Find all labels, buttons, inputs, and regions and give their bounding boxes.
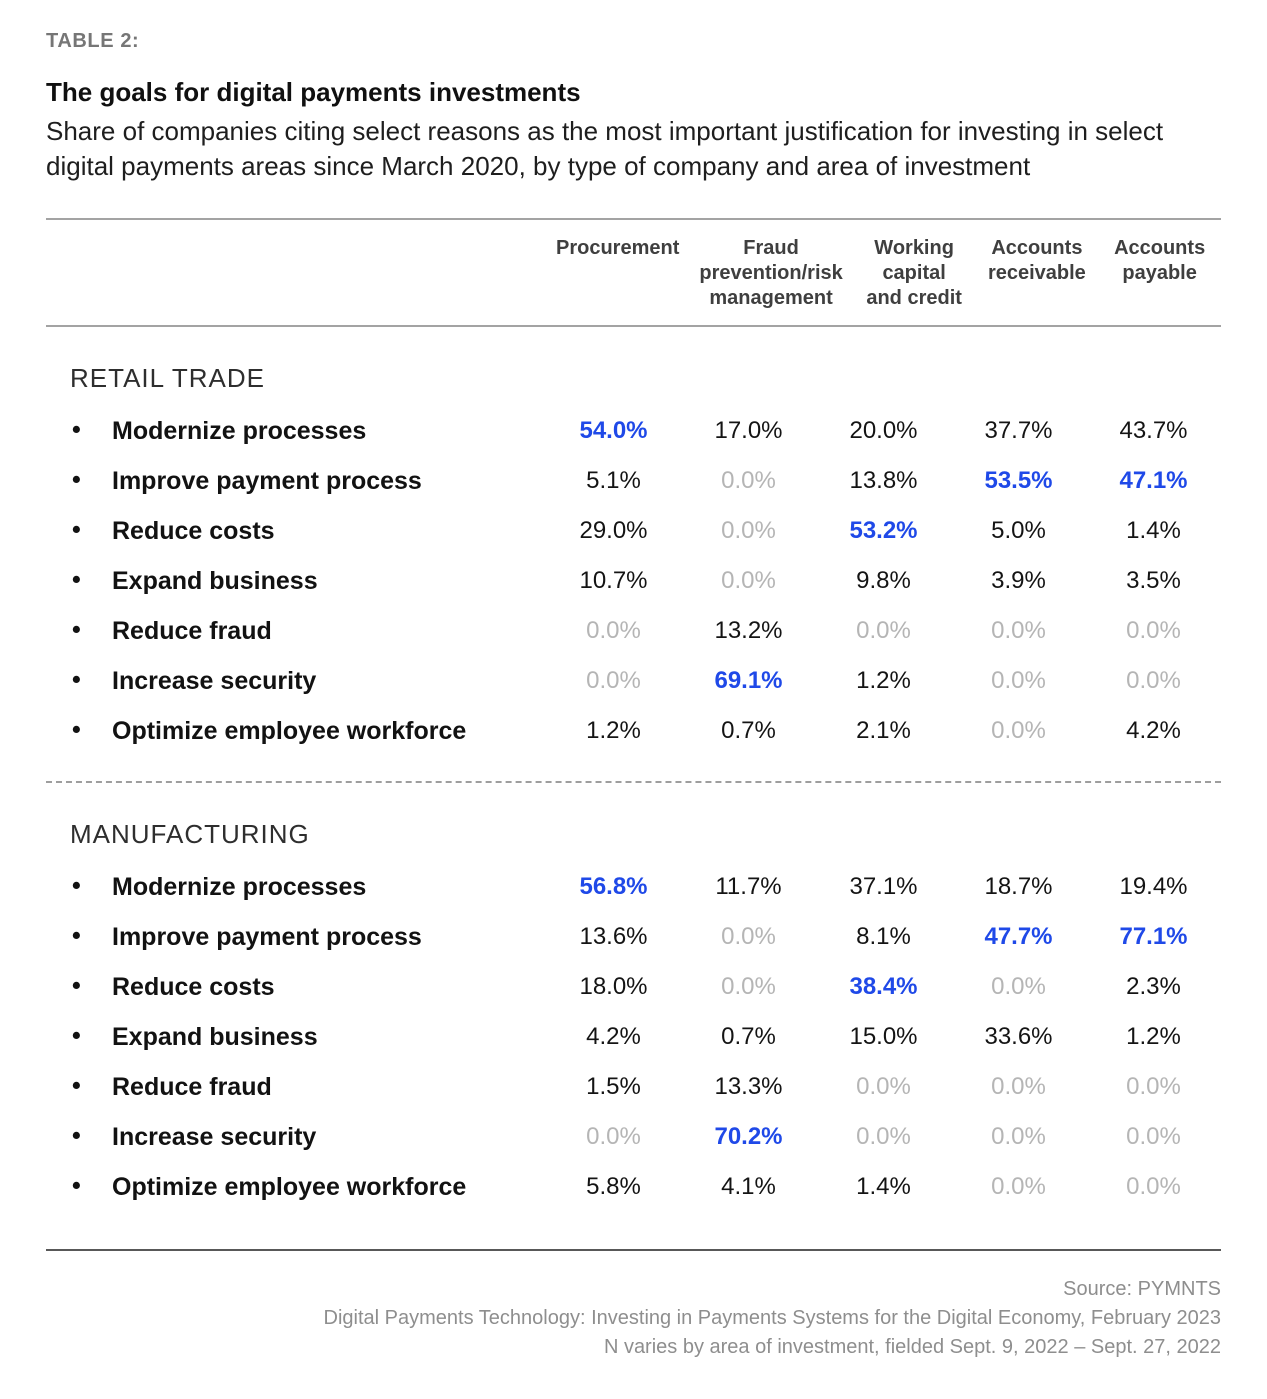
table-cell: 18.0% <box>579 973 648 1001</box>
table-cell: 1.2% <box>856 667 911 695</box>
row-label-cell <box>46 923 546 952</box>
row-label: Increase security <box>112 666 317 695</box>
row-label: Reduce fraud <box>112 616 272 645</box>
table-cell: 3.5% <box>1126 567 1181 595</box>
row-label: Reduce costs <box>112 516 275 545</box>
row-label-cell <box>46 717 546 746</box>
row-label-cell <box>46 1173 546 1202</box>
table-cell: 13.6% <box>579 923 648 951</box>
table-cell: 47.1% <box>1119 467 1188 495</box>
table-cell: 3.9% <box>991 567 1046 595</box>
table-cell: 54.0% <box>579 417 648 445</box>
table-cell: 0.0% <box>1126 667 1181 695</box>
table-cell: 56.8% <box>579 873 648 901</box>
table-cell: 4.1% <box>721 1173 776 1201</box>
row-label: Modernize processes <box>112 416 367 445</box>
table-cell: 69.1% <box>714 667 783 695</box>
row-label: Optimize employee workforce <box>112 1172 467 1201</box>
table-bottom-rule <box>46 1249 1221 1251</box>
table-cell: 17.0% <box>714 417 783 445</box>
table-cell: 77.1% <box>1119 923 1188 951</box>
table-cell: 0.0% <box>991 1073 1046 1101</box>
row-label: Reduce costs <box>112 972 275 1001</box>
table-cell: 53.2% <box>849 517 918 545</box>
table-row <box>46 1112 1221 1162</box>
section-title: MANUFACTURING <box>70 819 310 850</box>
table-cell: 0.0% <box>721 923 776 951</box>
report-title-line: Digital Payments Technology: Investing in Payments Systems for the Digital Economy, February 2023 <box>323 1307 1221 1330</box>
bullet-icon: • <box>72 1121 81 1150</box>
table-cell: 38.4% <box>849 973 918 1001</box>
table-row <box>46 656 1221 706</box>
table-cell: 0.0% <box>1126 1073 1181 1101</box>
row-label-cell <box>46 1123 546 1152</box>
bullet-icon: • <box>72 615 81 644</box>
table-cell: 2.3% <box>1126 973 1181 1001</box>
bullet-icon: • <box>72 415 81 444</box>
row-label: Expand business <box>112 566 318 595</box>
table-cell: 0.0% <box>586 667 641 695</box>
table-row <box>46 406 1221 456</box>
table-cell: 0.0% <box>856 1073 911 1101</box>
column-header-fraud-prevention: Fraud prevention/risk management <box>699 237 843 310</box>
row-label-cell <box>46 873 546 902</box>
table-cell: 13.8% <box>849 467 918 495</box>
table-row <box>46 862 1221 912</box>
table-row <box>46 556 1221 606</box>
table-cell: 1.4% <box>1126 517 1181 545</box>
table-cell: 0.0% <box>991 973 1046 1001</box>
page-title: The goals for digital payments investments <box>46 77 581 107</box>
table-row <box>46 506 1221 556</box>
row-label-cell <box>46 467 546 496</box>
table-cell: 37.7% <box>984 417 1053 445</box>
bullet-icon: • <box>72 921 81 950</box>
table-cell: 5.8% <box>586 1173 641 1201</box>
table-kicker: TABLE 2: <box>46 30 140 52</box>
table-cell: 5.1% <box>586 467 641 495</box>
section-title: RETAIL TRADE <box>70 363 266 394</box>
row-label-cell <box>46 667 546 696</box>
table-row <box>46 962 1221 1012</box>
methodology-line: N varies by area of investment, fielded Sept. 9, 2022 – Sept. 27, 2022 <box>603 1336 1221 1359</box>
column-header-accounts-payable: Accounts payable <box>1114 237 1206 285</box>
row-label: Expand business <box>112 1022 318 1051</box>
source-line: Source: PYMNTS <box>1063 1278 1221 1301</box>
table-cell: 0.0% <box>991 667 1046 695</box>
table-cell: 15.0% <box>849 1023 918 1051</box>
table-cell: 11.7% <box>715 873 782 901</box>
table-cell: 20.0% <box>849 417 918 445</box>
table-row <box>46 1062 1221 1112</box>
row-label: Modernize processes <box>112 872 367 901</box>
section-retail-trade <box>46 363 1221 757</box>
table-cell: 1.2% <box>586 717 641 745</box>
bullet-icon: • <box>72 1171 81 1200</box>
row-label: Improve payment process <box>112 922 422 951</box>
table-cell: 4.2% <box>586 1023 641 1051</box>
table-cell: 0.0% <box>856 617 911 645</box>
row-label-cell <box>46 973 546 1002</box>
table-cell: 29.0% <box>579 517 648 545</box>
table-cell: 13.3% <box>714 1073 783 1101</box>
row-label: Improve payment process <box>112 466 422 495</box>
table-cell: 0.0% <box>856 1123 911 1151</box>
table-row <box>46 1012 1221 1062</box>
table-cell: 43.7% <box>1119 417 1188 445</box>
table-cell: 2.1% <box>856 717 911 745</box>
table-cell: 1.4% <box>856 1173 911 1201</box>
row-label-cell <box>46 1073 546 1102</box>
table-cell: 0.0% <box>991 1173 1046 1201</box>
table-cell: 9.8% <box>856 567 911 595</box>
table-cell: 70.2% <box>714 1123 783 1151</box>
data-table <box>46 218 1221 1251</box>
table-cell: 0.0% <box>721 467 776 495</box>
table-cell: 19.4% <box>1119 873 1188 901</box>
row-label-cell <box>46 517 546 546</box>
column-header-procurement: Procurement <box>556 237 680 260</box>
table-cell: 0.0% <box>721 973 776 1001</box>
row-label: Reduce fraud <box>112 1072 272 1101</box>
table-cell: 13.2% <box>714 617 783 645</box>
table-cell: 0.0% <box>721 517 776 545</box>
bullet-icon: • <box>72 971 81 1000</box>
table-cell: 0.0% <box>991 617 1046 645</box>
table-cell: 10.7% <box>579 567 648 595</box>
table-cell: 4.2% <box>1126 717 1181 745</box>
table-cell: 0.0% <box>586 1123 641 1151</box>
row-label-cell <box>46 417 546 446</box>
table-row <box>46 1162 1221 1212</box>
table-cell: 8.1% <box>856 923 911 951</box>
table-row <box>46 912 1221 962</box>
table-cell: 0.0% <box>991 1123 1046 1151</box>
page-subtitle: Share of companies citing select reasons as the most important justification for investing in select digital payments areas since March 2020, by type of company and area of investment <box>46 116 1164 182</box>
table-cell: 0.0% <box>586 617 641 645</box>
source-footer <box>46 1275 1221 1362</box>
row-label: Increase security <box>112 1122 317 1151</box>
table-row <box>46 606 1221 656</box>
table-row <box>46 456 1221 506</box>
table-cell: 0.0% <box>1126 617 1181 645</box>
table-cell: 33.6% <box>984 1023 1053 1051</box>
table-cell: 1.5% <box>586 1073 641 1101</box>
row-label-cell <box>46 567 546 596</box>
bullet-icon: • <box>72 871 81 900</box>
column-header-accounts-receivable: Accounts receivable <box>987 237 1086 285</box>
table-cell: 0.7% <box>721 717 776 745</box>
column-header-working-capital: Working capital and credit <box>866 237 962 310</box>
table-cell: 37.1% <box>849 873 918 901</box>
table-cell: 0.0% <box>1126 1173 1181 1201</box>
table-row <box>46 706 1221 756</box>
section-divider <box>46 781 1221 783</box>
table-cell: 0.0% <box>1126 1123 1181 1151</box>
table-cell: 0.0% <box>721 567 776 595</box>
table-cell: 53.5% <box>984 467 1053 495</box>
bullet-icon: • <box>72 1071 81 1100</box>
bullet-icon: • <box>72 465 81 494</box>
section-manufacturing <box>46 819 1221 1213</box>
bullet-icon: • <box>72 565 81 594</box>
row-label-cell <box>46 617 546 646</box>
table-cell: 5.0% <box>991 517 1046 545</box>
table-cell: 1.2% <box>1126 1023 1181 1051</box>
bullet-icon: • <box>72 665 81 694</box>
table-header-row <box>46 218 1221 327</box>
table-cell: 0.0% <box>991 717 1046 745</box>
bullet-icon: • <box>72 1021 81 1050</box>
row-label-cell <box>46 1023 546 1052</box>
table-cell: 18.7% <box>984 873 1053 901</box>
bullet-icon: • <box>72 515 81 544</box>
table-cell: 47.7% <box>984 923 1053 951</box>
bullet-icon: • <box>72 715 81 744</box>
row-label: Optimize employee workforce <box>112 716 467 745</box>
table-cell: 0.7% <box>721 1023 776 1051</box>
